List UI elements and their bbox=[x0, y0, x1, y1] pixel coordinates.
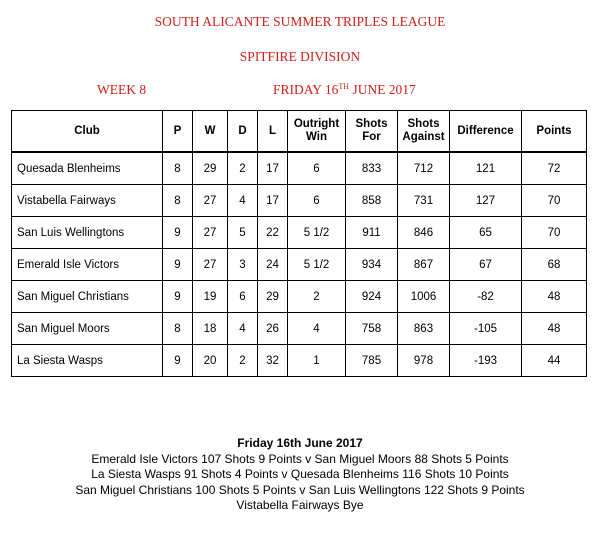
cell-d: 4 bbox=[228, 313, 258, 345]
column-header-l: L bbox=[258, 111, 288, 153]
cell-d: 3 bbox=[228, 249, 258, 281]
cell-outright-win: 2 bbox=[288, 281, 346, 313]
result-line: Vistabella Fairways Bye bbox=[236, 498, 364, 512]
cell-shots-against: 978 bbox=[398, 345, 450, 377]
cell-d: 4 bbox=[228, 185, 258, 217]
cell-club: San Luis Wellingtons bbox=[12, 217, 163, 249]
column-header-points: Points bbox=[522, 111, 587, 153]
cell-points: 70 bbox=[522, 217, 587, 249]
cell-difference: 65 bbox=[450, 217, 522, 249]
cell-outright-win: 5 1/2 bbox=[288, 217, 346, 249]
cell-club: Vistabella Fairways bbox=[12, 185, 163, 217]
table-row bbox=[12, 217, 587, 249]
date-suffix-sup: TH bbox=[338, 82, 350, 91]
cell-w: 27 bbox=[193, 185, 228, 217]
cell-w: 27 bbox=[193, 249, 228, 281]
cell-w: 29 bbox=[193, 152, 228, 185]
cell-shots-for: 785 bbox=[346, 345, 398, 377]
cell-shots-for: 858 bbox=[346, 185, 398, 217]
cell-difference: 121 bbox=[450, 152, 522, 185]
cell-shots-against: 1006 bbox=[398, 281, 450, 313]
table-header-row bbox=[12, 111, 587, 153]
cell-points: 48 bbox=[522, 281, 587, 313]
cell-outright-win: 4 bbox=[288, 313, 346, 345]
cell-d: 2 bbox=[228, 152, 258, 185]
cell-difference: 67 bbox=[450, 249, 522, 281]
cell-shots-for: 758 bbox=[346, 313, 398, 345]
date-month-year: JUNE 2017 bbox=[349, 82, 416, 97]
cell-club: San Miguel Moors bbox=[12, 313, 163, 345]
cell-shots-against: 846 bbox=[398, 217, 450, 249]
cell-club: La Siesta Wasps bbox=[12, 345, 163, 377]
cell-p: 8 bbox=[163, 185, 193, 217]
cell-w: 18 bbox=[193, 313, 228, 345]
table-row bbox=[12, 345, 587, 377]
table-row bbox=[12, 152, 587, 185]
column-header-d: D bbox=[228, 111, 258, 153]
column-header-p: P bbox=[163, 111, 193, 153]
cell-l: 29 bbox=[258, 281, 288, 313]
table-row bbox=[12, 185, 587, 217]
table-body bbox=[12, 152, 587, 377]
cell-d: 5 bbox=[228, 217, 258, 249]
league-table bbox=[11, 110, 587, 377]
division-title: SPITFIRE DIVISION bbox=[239, 49, 361, 64]
cell-club: Emerald Isle Victors bbox=[12, 249, 163, 281]
date-prefix: FRIDAY 16 bbox=[273, 82, 339, 97]
cell-difference: -193 bbox=[450, 345, 522, 377]
cell-d: 2 bbox=[228, 345, 258, 377]
cell-club: San Miguel Christians bbox=[12, 281, 163, 313]
date-label bbox=[273, 82, 416, 98]
cell-points: 70 bbox=[522, 185, 587, 217]
result-line: San Miguel Christians 100 Shots 5 Points v San Luis Wellingtons 122 Shots 9 Points bbox=[75, 482, 525, 497]
results-section bbox=[0, 436, 600, 514]
column-header-club: Club bbox=[12, 111, 163, 153]
cell-w: 20 bbox=[193, 345, 228, 377]
cell-outright-win: 6 bbox=[288, 152, 346, 185]
cell-outright-win: 5 1/2 bbox=[288, 249, 346, 281]
cell-l: 22 bbox=[258, 217, 288, 249]
cell-p: 9 bbox=[163, 217, 193, 249]
cell-l: 17 bbox=[258, 152, 288, 185]
column-header-w: W bbox=[193, 111, 228, 153]
cell-shots-for: 934 bbox=[346, 249, 398, 281]
cell-w: 27 bbox=[193, 217, 228, 249]
league-title: SOUTH ALICANTE SUMMER TRIPLES LEAGUE bbox=[154, 14, 446, 29]
cell-l: 26 bbox=[258, 313, 288, 345]
cell-club: Quesada Blenheims bbox=[12, 152, 163, 185]
column-header-outright-win: Outright Win bbox=[288, 111, 346, 153]
cell-shots-for: 833 bbox=[346, 152, 398, 185]
cell-l: 17 bbox=[258, 185, 288, 217]
cell-shots-against: 712 bbox=[398, 152, 450, 185]
cell-shots-for: 924 bbox=[346, 281, 398, 313]
cell-outright-win: 1 bbox=[288, 345, 346, 377]
result-line: Emerald Isle Victors 107 Shots 9 Points v San Miguel Moors 88 Shots 5 Points bbox=[91, 451, 509, 466]
column-header-shots-for: Shots For bbox=[346, 111, 398, 153]
cell-points: 72 bbox=[522, 152, 587, 185]
cell-d: 6 bbox=[228, 281, 258, 313]
cell-shots-against: 863 bbox=[398, 313, 450, 345]
cell-difference: -82 bbox=[450, 281, 522, 313]
cell-shots-for: 911 bbox=[346, 217, 398, 249]
week-label: WEEK 8 bbox=[97, 82, 147, 97]
result-line: La Siesta Wasps 91 Shots 4 Points v Quesada Blenheims 116 Shots 10 Points bbox=[91, 467, 509, 481]
cell-p: 8 bbox=[163, 152, 193, 185]
cell-l: 32 bbox=[258, 345, 288, 377]
cell-p: 9 bbox=[163, 281, 193, 313]
table-row bbox=[12, 249, 587, 281]
table-row bbox=[12, 281, 587, 313]
cell-p: 9 bbox=[163, 345, 193, 377]
results-title: Friday 16th June 2017 bbox=[237, 436, 363, 450]
column-header-shots-against: Shots Against bbox=[398, 111, 450, 153]
cell-p: 9 bbox=[163, 249, 193, 281]
cell-outright-win: 6 bbox=[288, 185, 346, 217]
cell-shots-against: 731 bbox=[398, 185, 450, 217]
cell-l: 24 bbox=[258, 249, 288, 281]
column-header-difference: Difference bbox=[450, 111, 522, 153]
cell-points: 48 bbox=[522, 313, 587, 345]
cell-difference: -105 bbox=[450, 313, 522, 345]
cell-p: 8 bbox=[163, 313, 193, 345]
cell-points: 44 bbox=[522, 345, 587, 377]
cell-difference: 127 bbox=[450, 185, 522, 217]
table-row bbox=[12, 313, 587, 345]
cell-w: 19 bbox=[193, 281, 228, 313]
cell-points: 68 bbox=[522, 249, 587, 281]
cell-shots-against: 867 bbox=[398, 249, 450, 281]
